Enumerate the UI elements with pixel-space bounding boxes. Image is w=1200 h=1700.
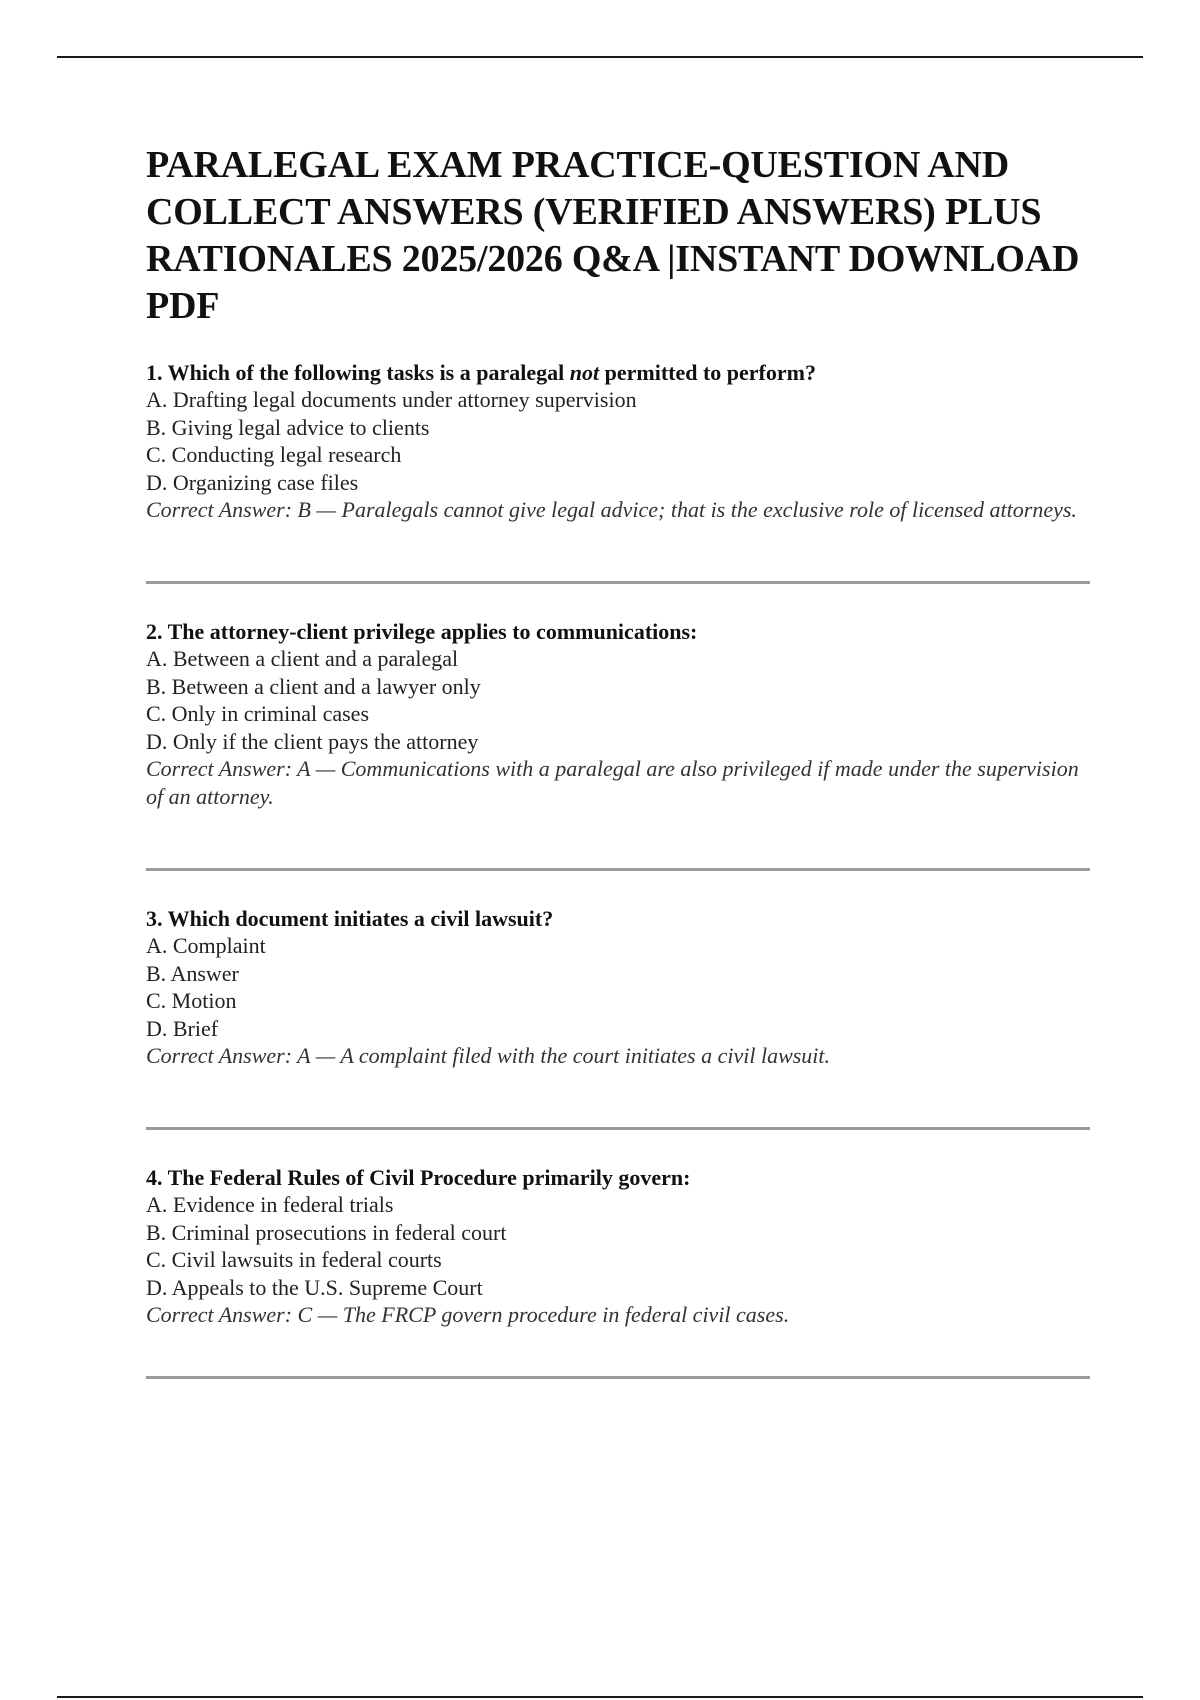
question-3-text: 3. Which document initiates a civil lawsuit? <box>146 906 554 931</box>
question-3-answer: Correct Answer: A — A complaint filed with the court initiates a civil lawsuit. <box>146 1043 831 1068</box>
question-3-option-b: B. Answer <box>146 960 239 986</box>
question-4-option-d: D. Appeals to the U.S. Supreme Court <box>146 1274 483 1300</box>
question-3-option-c: C. Motion <box>146 988 237 1013</box>
question-2-option-d: D. Only if the client pays the attorney <box>146 728 479 754</box>
question-4-option-a: A. Evidence in federal trials <box>146 1192 394 1217</box>
question-divider <box>146 1127 1090 1130</box>
question-1-option-d: D. Organizing case files <box>146 469 359 495</box>
question-4-option-c: C. Civil lawsuits in federal courts <box>146 1247 442 1272</box>
question-1-emphasis: not <box>569 360 600 385</box>
page-top-rule <box>57 56 1143 58</box>
question-4 <box>146 1164 1090 1329</box>
question-2-text: 2. The attorney-client privilege applies to communications: <box>146 619 698 644</box>
question-1-text: 1. Which of the following tasks is a paralegal not permitted to perform? <box>146 360 816 385</box>
question-2 <box>146 618 1090 811</box>
question-3 <box>146 905 1090 1070</box>
question-1-answer: Correct Answer: B — Paralegals cannot give legal advice; that is the exclusive role of licensed attorneys. <box>146 497 1077 522</box>
document-body <box>146 142 1090 1379</box>
question-4-answer: Correct Answer: C — The FRCP govern procedure in federal civil cases. <box>146 1302 790 1327</box>
question-4-text: 4. The Federal Rules of Civil Procedure primarily govern: <box>146 1165 691 1190</box>
question-3-option-a: A. Complaint <box>146 933 266 958</box>
page-bottom-rule <box>57 1696 1143 1698</box>
question-1-option-a: A. Drafting legal documents under attorney supervision <box>146 387 637 412</box>
question-divider <box>146 1376 1090 1379</box>
question-2-option-a: A. Between a client and a paralegal <box>146 646 459 671</box>
question-1-option-b: B. Giving legal advice to clients <box>146 414 430 440</box>
question-4-option-b: B. Criminal prosecutions in federal court <box>146 1219 507 1245</box>
question-1-option-c: C. Conducting legal research <box>146 442 402 467</box>
question-1 <box>146 359 1090 524</box>
question-divider <box>146 868 1090 871</box>
question-divider <box>146 581 1090 584</box>
question-3-option-d: D. Brief <box>146 1015 219 1041</box>
question-2-answer: Correct Answer: A — Communications with a paralegal are also privileged if made under the supervision of an attorney. <box>146 756 1079 809</box>
question-2-option-c: C. Only in criminal cases <box>146 701 370 726</box>
document-title: PARALEGAL EXAM PRACTICE-QUESTION AND COLLECT ANSWERS (VERIFIED ANSWERS) PLUS RATIONALES 2025/2026 Q&A |INSTANT DOWNLOAD PDF <box>146 144 1080 327</box>
question-2-option-b: B. Between a client and a lawyer only <box>146 673 481 699</box>
